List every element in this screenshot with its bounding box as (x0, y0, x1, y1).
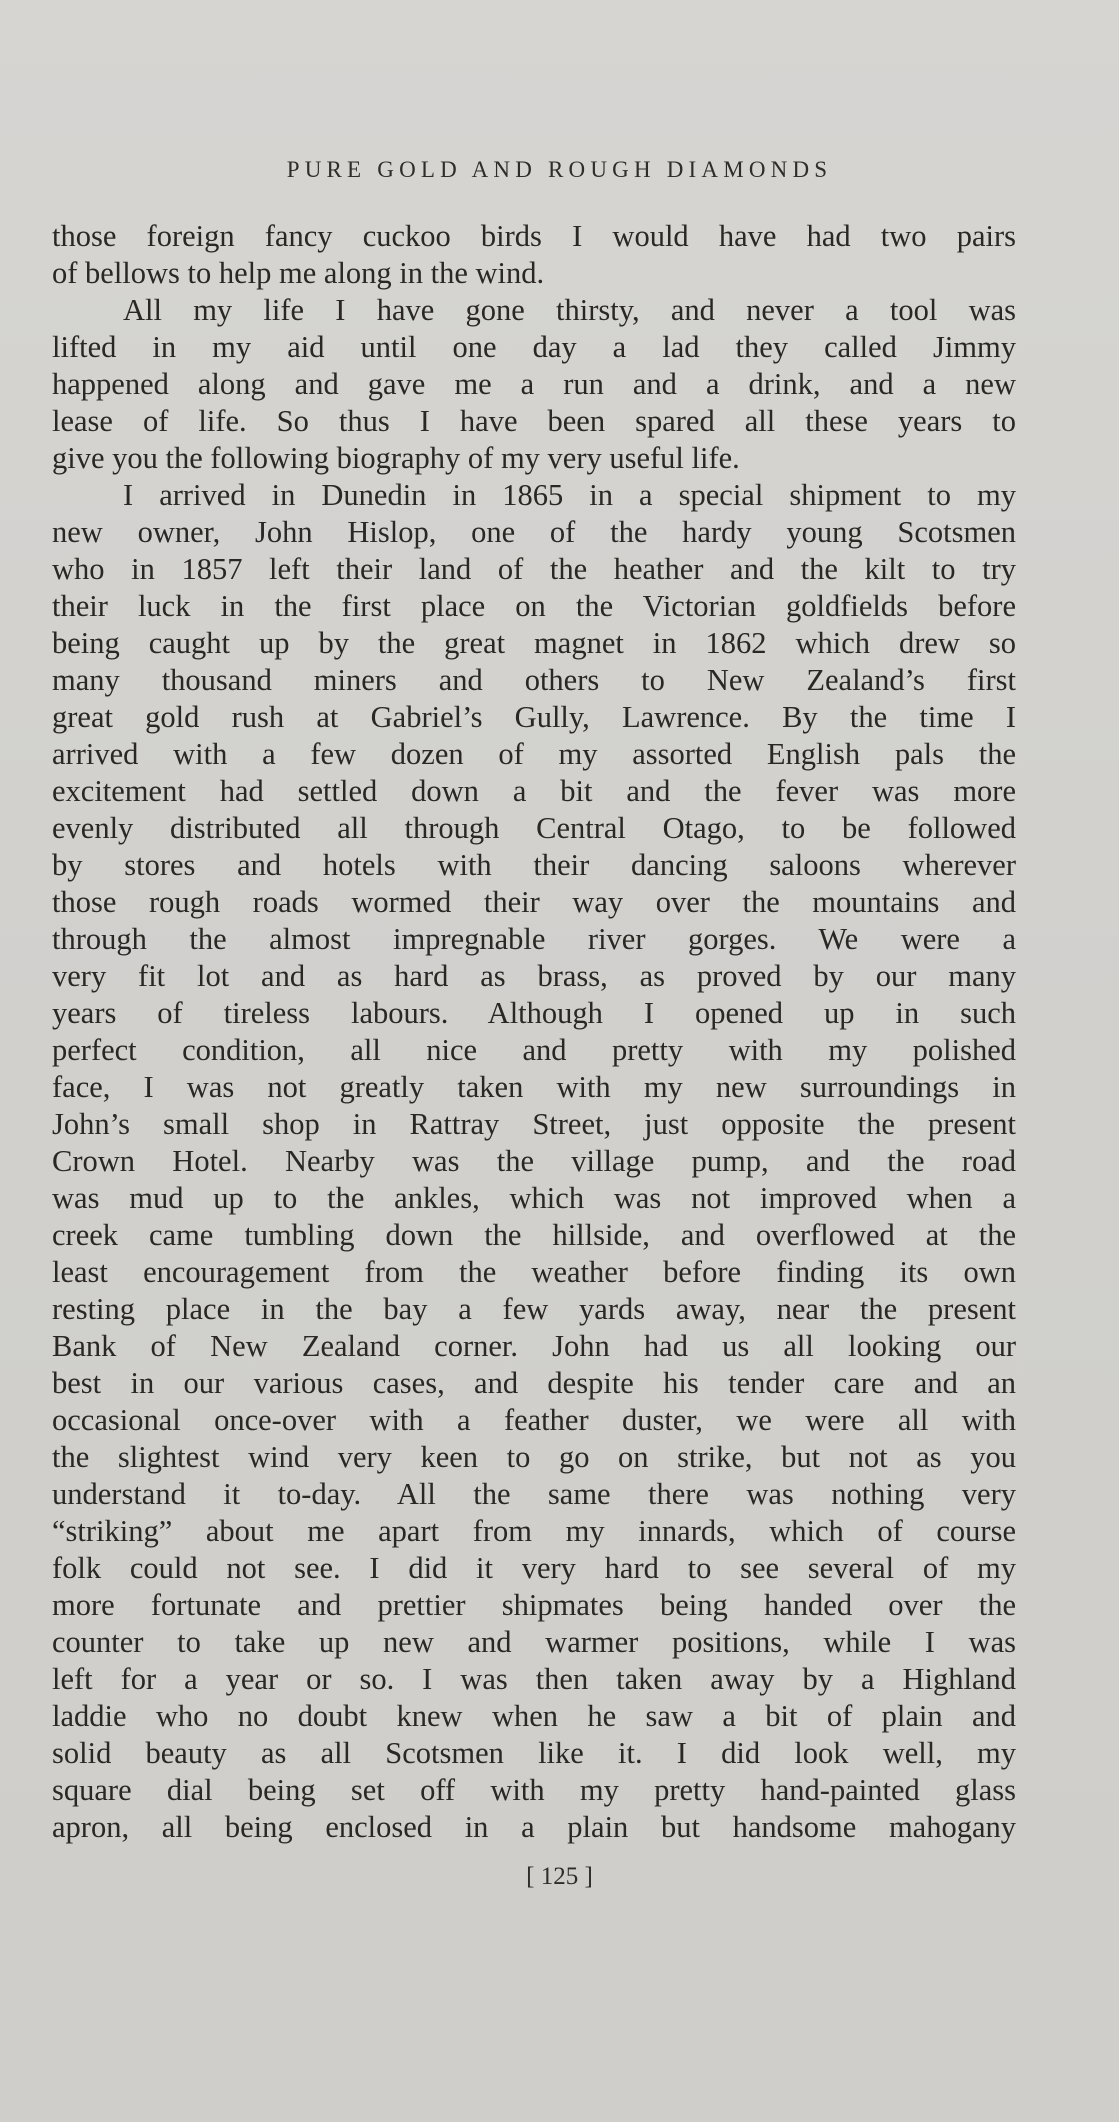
text-line: folk could not see. I did it very hard to see several of my (52, 1551, 1016, 1585)
text-line: great gold rush at Gabriel’s Gully, Lawrence. By the time I (52, 700, 1016, 734)
text-line: their luck in the first place on the Victorian goldfields before (52, 589, 1016, 623)
text-line: through the almost impregnable river gorges. We were a (52, 922, 1016, 956)
text-line: Bank of New Zealand corner. John had us all looking our (52, 1329, 1016, 1363)
text-line: least encouragement from the weather before finding its own (52, 1255, 1016, 1289)
text-line: years of tireless labours. Although I opened up in such (52, 996, 1016, 1030)
text-line: give you the following biography of my very useful life. (52, 441, 740, 475)
text-line: was mud up to the ankles, which was not improved when a (52, 1181, 1016, 1215)
text-line: left for a year or so. I was then taken away by a Highland (52, 1662, 1016, 1696)
running-head: PURE GOLD AND ROUGH DIAMONDS (286, 157, 833, 182)
text-line: arrived with a few dozen of my assorted English pals the (52, 737, 1016, 771)
text-line: more fortunate and prettier shipmates being handed over the (52, 1588, 1016, 1622)
text-line: of bellows to help me along in the wind. (52, 256, 545, 290)
text-line: many thousand miners and others to New Zealand’s first (52, 663, 1016, 697)
text-line: solid beauty as all Scotsmen like it. I did look well, my (52, 1736, 1016, 1770)
text-line: occasional once-over with a feather duster, we were all with (52, 1403, 1016, 1437)
text-line: best in our various cases, and despite his tender care and an (52, 1366, 1016, 1400)
text-line: those foreign fancy cuckoo birds I would have had two pairs (52, 219, 1016, 253)
text-line: creek came tumbling down the hillside, and overflowed at the (52, 1218, 1016, 1252)
page-number: [ 125 ] (526, 1863, 593, 1890)
text-line: apron, all being enclosed in a plain but handsome mahogany (52, 1810, 1016, 1844)
text-line: “striking” about me apart from my innards, which of course (52, 1514, 1016, 1548)
body-text (52, 218, 1016, 1846)
text-line: square dial being set off with my pretty hand-painted glass (52, 1773, 1016, 1807)
text-line: perfect condition, all nice and pretty with my polished (52, 1033, 1016, 1067)
text-line: by stores and hotels with their dancing saloons wherever (52, 848, 1016, 882)
text-line: evenly distributed all through Central Otago, to be followed (52, 811, 1016, 845)
text-line: excitement had settled down a bit and the fever was more (52, 774, 1016, 808)
text-line: face, I was not greatly taken with my new surroundings in (52, 1070, 1016, 1104)
text-line: new owner, John Hislop, one of the hardy young Scotsmen (52, 515, 1016, 549)
text-line: being caught up by the great magnet in 1862 which drew so (52, 626, 1016, 660)
text-line: very fit lot and as hard as brass, as proved by our many (52, 959, 1016, 993)
text-line: resting place in the bay a few yards away, near the present (52, 1292, 1016, 1326)
text-line: understand it to-day. All the same there was nothing very (52, 1477, 1016, 1511)
text-line: All my life I have gone thirsty, and never a tool was (123, 293, 1016, 327)
text-line: counter to take up new and warmer positions, while I was (52, 1625, 1016, 1659)
text-line: lifted in my aid until one day a lad they called Jimmy (52, 330, 1016, 364)
text-line: those rough roads wormed their way over the mountains and (52, 885, 1016, 919)
text-line: Crown Hotel. Nearby was the village pump, and the road (52, 1144, 1016, 1178)
text-line: happened along and gave me a run and a drink, and a new (52, 367, 1016, 401)
text-line: the slightest wind very keen to go on strike, but not as you (52, 1440, 1016, 1474)
text-line: laddie who no doubt knew when he saw a bit of plain and (52, 1699, 1016, 1733)
text-line: John’s small shop in Rattray Street, just opposite the present (52, 1107, 1016, 1141)
text-line: lease of life. So thus I have been spared all these years to (52, 404, 1016, 438)
text-line: I arrived in Dunedin in 1865 in a special shipment to my (123, 478, 1016, 512)
text-line: who in 1857 left their land of the heather and the kilt to try (52, 552, 1016, 586)
